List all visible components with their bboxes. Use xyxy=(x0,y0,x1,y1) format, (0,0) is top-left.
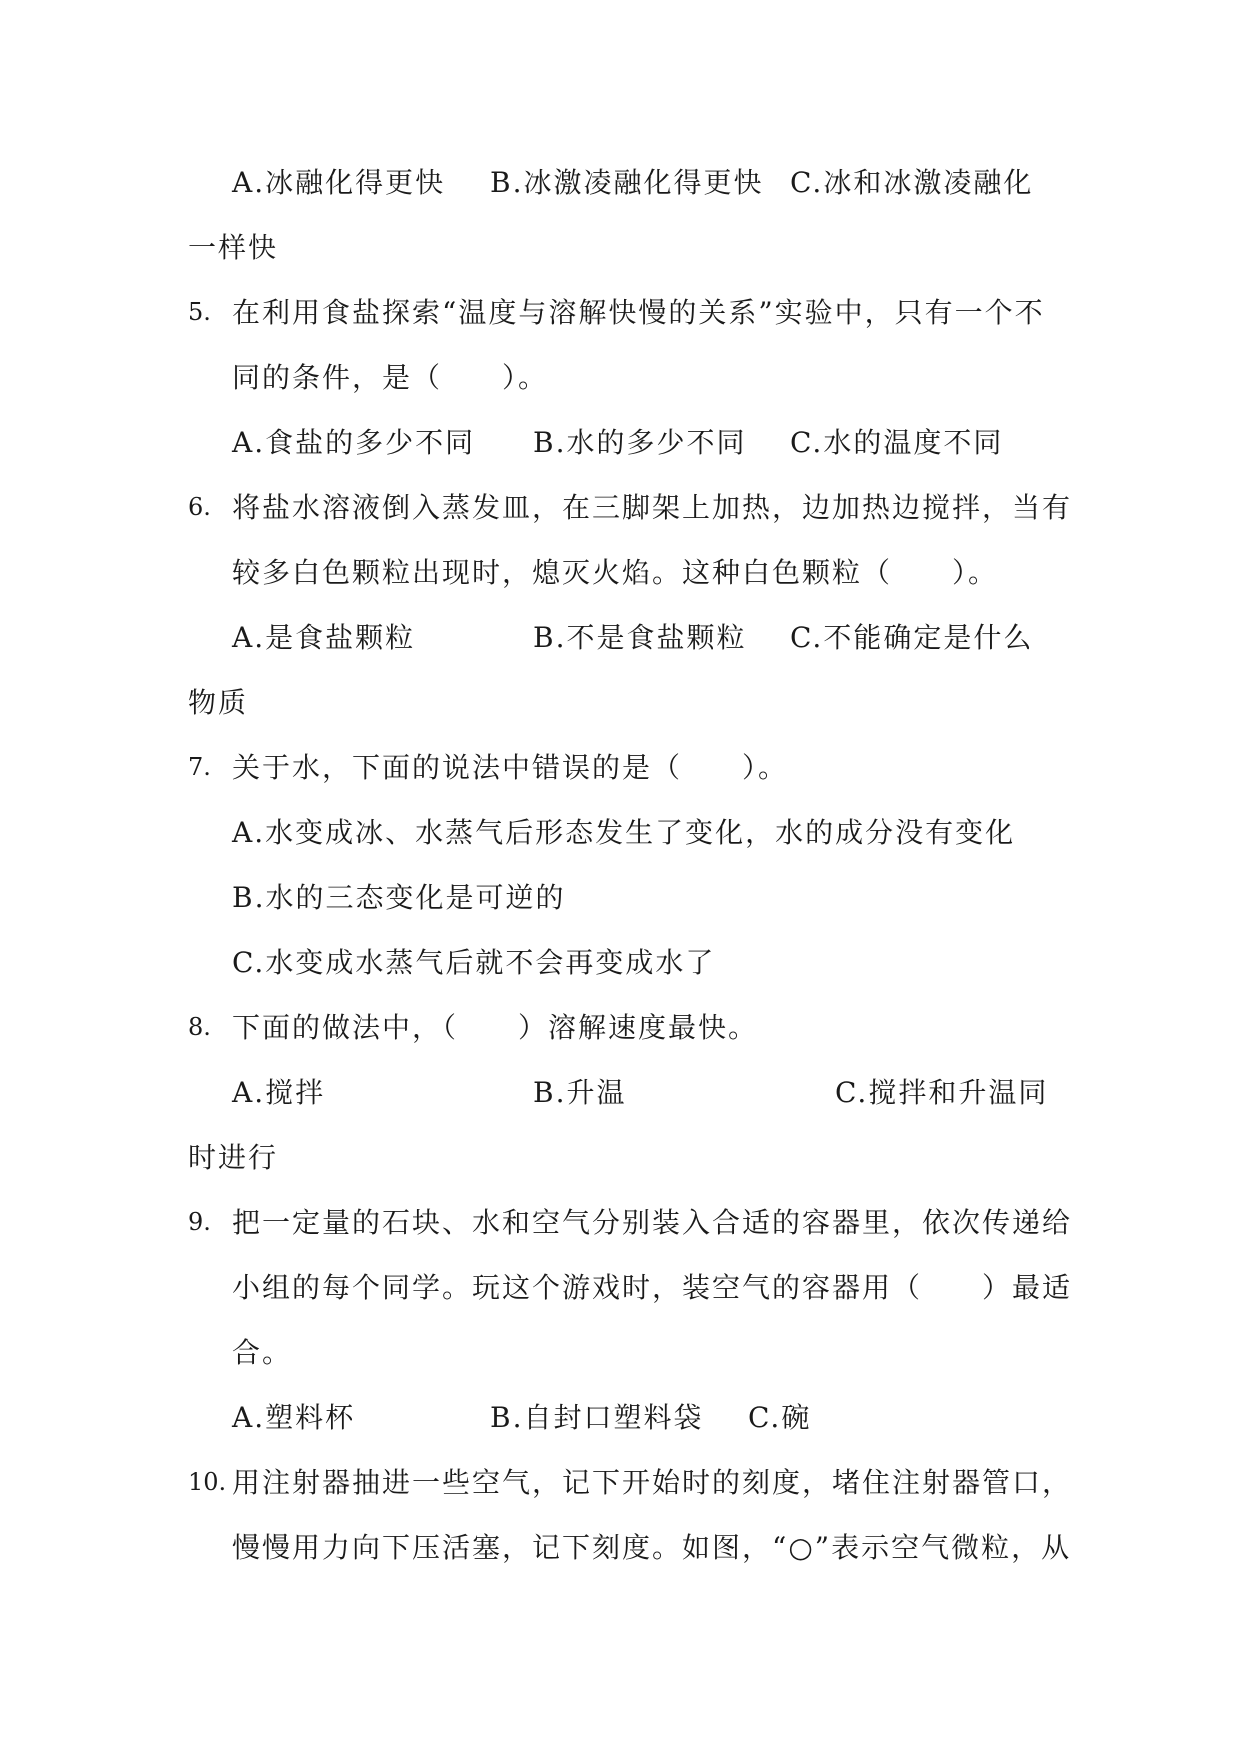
q4-options-row xyxy=(0,150,1241,215)
q8-option-a: A.搅拌 xyxy=(232,1076,326,1109)
q6-option-b: B.不是食盐颗粒 xyxy=(533,621,747,654)
q5-stem-text-1: 在利用食盐探索“温度与溶解快慢的关系”实验中，只有一个不 xyxy=(232,296,1045,329)
q5-stem-text-2: 同的条件，是（ ）。 xyxy=(232,361,549,394)
q6-stem-text-1: 将盐水溶液倒入蒸发皿，在三脚架上加热，边加热边搅拌，当有 xyxy=(232,491,1073,524)
q4-option-a: A.冰融化得更快 xyxy=(232,166,446,199)
q6-options-row xyxy=(0,605,1241,670)
q8-number: 8. xyxy=(188,1013,211,1041)
q6-option-a: A.是食盐颗粒 xyxy=(232,621,416,654)
q10-stem-line-2 xyxy=(0,1515,1241,1580)
q7-number: 7. xyxy=(188,753,211,781)
q8-stem-text-1: 下面的做法中，（ ）溶解速度最快。 xyxy=(232,1011,759,1044)
q9-stem-line-2 xyxy=(0,1255,1241,1320)
q9-option-c: C.碗 xyxy=(748,1401,812,1434)
q9-stem-line-1 xyxy=(0,1190,1241,1255)
q5-stem-line-1 xyxy=(0,280,1241,345)
q9-stem-text-2: 小组的每个同学。玩这个游戏时，装空气的容器用（ ）最适 xyxy=(232,1271,1073,1304)
q8-option-b: B.升温 xyxy=(533,1076,627,1109)
q8-option-c-wrap-row xyxy=(0,1125,1241,1190)
q6-option-c-wrap-row xyxy=(0,670,1241,735)
q10-stem-text-2: 慢慢用力向下压活塞，记下刻度。如图，“○”表示空气微粒，从 xyxy=(232,1531,1072,1564)
q7-option-a: A.水变成冰、水蒸气后形态发生了变化，水的成分没有变化 xyxy=(232,816,1016,849)
q7-option-b: B.水的三态变化是可逆的 xyxy=(232,881,566,914)
q6-stem-line-1 xyxy=(0,475,1241,540)
q9-option-b: B.自封口塑料袋 xyxy=(490,1401,704,1434)
q8-stem-line-1 xyxy=(0,995,1241,1060)
q5-option-c: C.水的温度不同 xyxy=(790,426,1004,459)
q8-options-row xyxy=(0,1060,1241,1125)
q5-stem-line-2 xyxy=(0,345,1241,410)
q7-stem-text-1: 关于水，下面的说法中错误的是（ ）。 xyxy=(232,751,789,784)
q9-stem-text-1: 把一定量的石块、水和空气分别装入合适的容器里，依次传递给 xyxy=(232,1206,1073,1239)
q6-stem-line-2 xyxy=(0,540,1241,605)
q6-option-c-wrap: 物质 xyxy=(188,686,249,719)
q4-option-b: B.冰激凌融化得更快 xyxy=(490,166,764,199)
q7-option-c: C.水变成水蒸气后就不会再变成水了 xyxy=(232,946,716,979)
q4-option-c-wrap: 一样快 xyxy=(188,231,279,264)
q9-stem-text-3: 合。 xyxy=(232,1336,293,1369)
q6-number: 6. xyxy=(188,493,211,521)
q5-options-row xyxy=(0,410,1241,475)
q10-number: 10. xyxy=(188,1468,227,1496)
q10-stem-line-1 xyxy=(0,1450,1241,1515)
q6-option-c: C.不能确定是什么 xyxy=(790,621,1034,654)
q4-option-c: C.冰和冰激凌融化 xyxy=(790,166,1034,199)
q6-stem-text-2: 较多白色颗粒出现时，熄灭火焰。这种白色颗粒（ ）。 xyxy=(232,556,999,589)
q8-option-c-wrap: 时进行 xyxy=(188,1141,279,1174)
q9-number: 9. xyxy=(188,1208,211,1236)
q9-stem-line-3 xyxy=(0,1320,1241,1385)
q5-number: 5. xyxy=(188,298,211,326)
q4-option-c-wrap-row xyxy=(0,215,1241,280)
q5-option-b: B.水的多少不同 xyxy=(533,426,747,459)
q8-option-c: C.搅拌和升温同 xyxy=(835,1076,1049,1109)
q5-option-a: A.食盐的多少不同 xyxy=(232,426,476,459)
q7-option-b-row xyxy=(0,865,1241,930)
q7-stem-line-1 xyxy=(0,735,1241,800)
q9-options-row xyxy=(0,1385,1241,1450)
q7-option-c-row xyxy=(0,930,1241,995)
q7-option-a-row xyxy=(0,800,1241,865)
q10-stem-text-1: 用注射器抽进一些空气，记下开始时的刻度，堵住注射器管口， xyxy=(232,1466,1073,1499)
q9-option-a: A.塑料杯 xyxy=(232,1401,356,1434)
